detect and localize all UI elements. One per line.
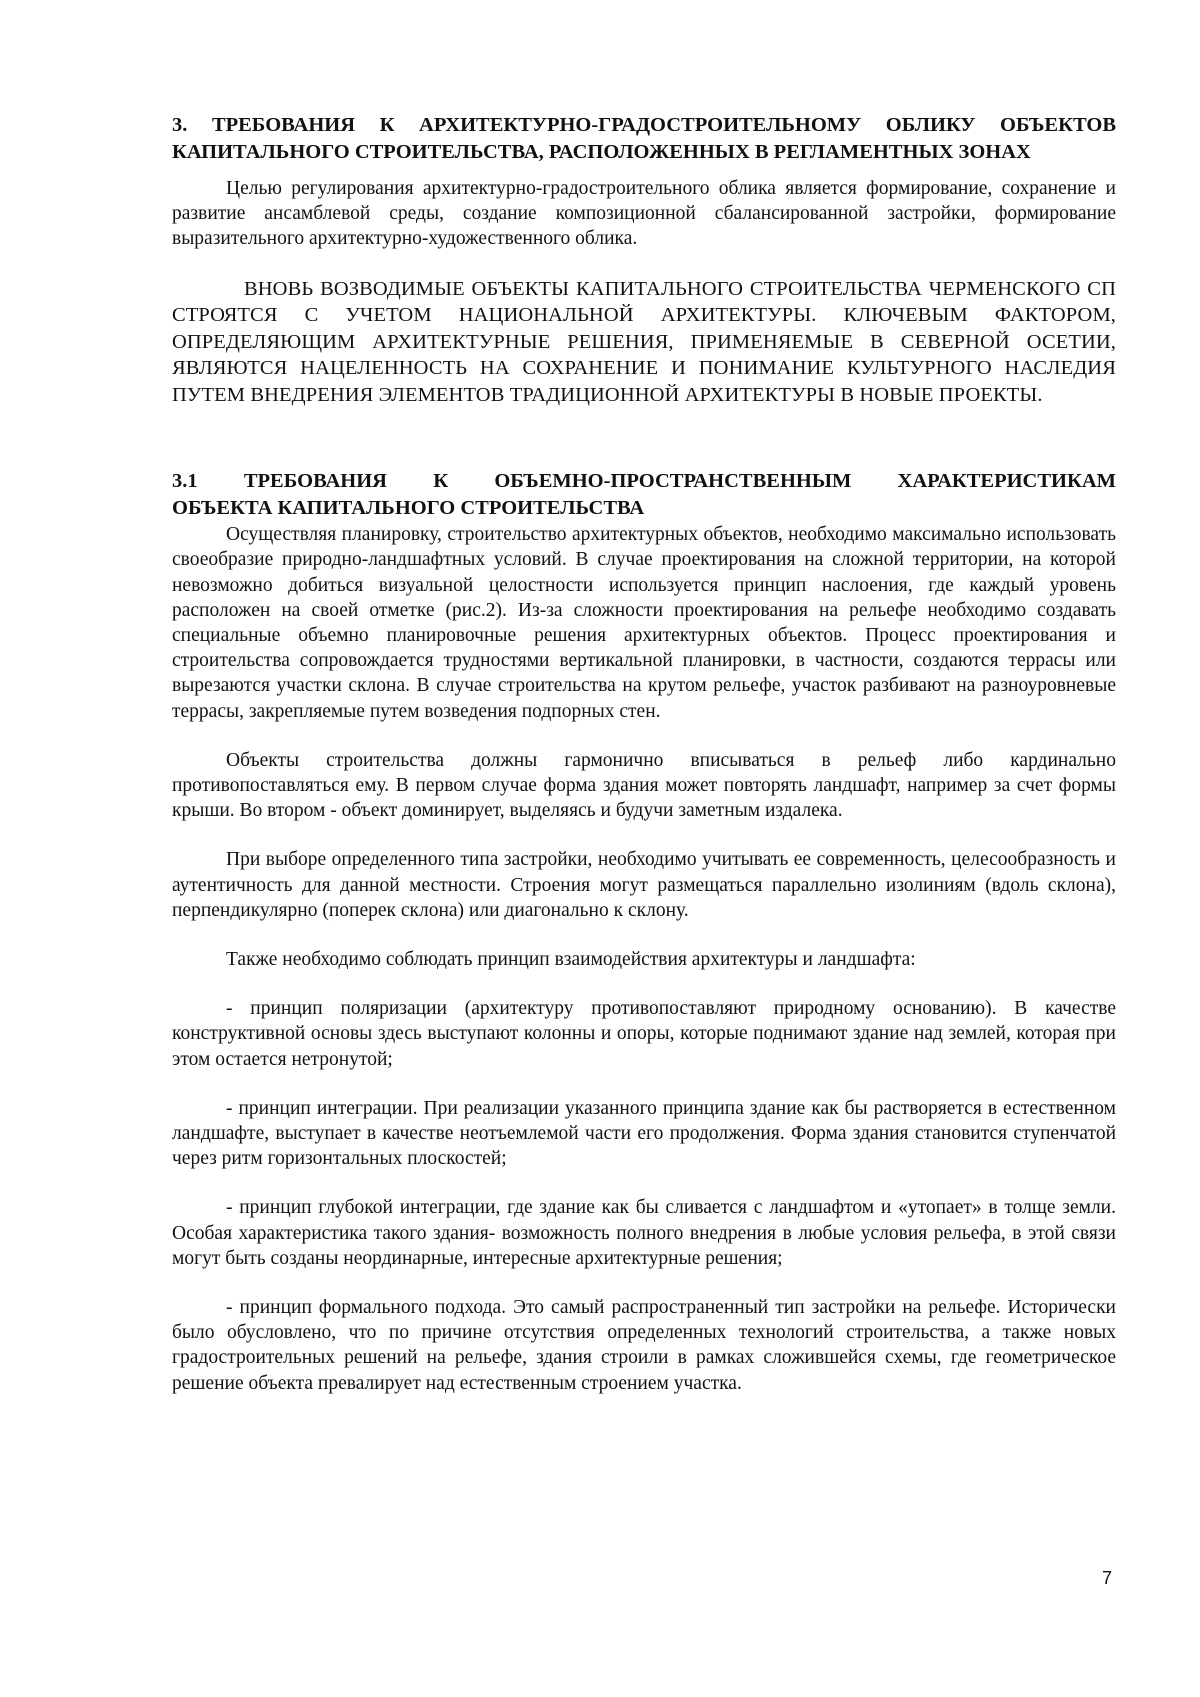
- list-item-polarization: - принцип поляризации (архитектуру противопоставляют природному основанию). В качестве конструктивной основы здесь выступают колонны и опоры, которые поднимают здание над землей, которая при этом остается нетронутой;: [172, 998, 1116, 1070]
- section-3-caps-paragraph: ВНОВЬ ВОЗВОДИМЫЕ ОБЪЕКТЫ КАПИТАЛЬНОГО СТРОИТЕЛЬСТВА ЧЕРМЕНСКОГО СП СТРОЯТСЯ С УЧЕТОМ НАЦИОНАЛЬНОЙ АРХИТЕКТУРЫ. КЛЮЧЕВЫМ ФАКТОРОМ, ОПРЕДЕЛЯЮЩИМ АРХИТЕКТУРНЫЕ РЕШЕНИЯ, ПРИМЕНЯЕМЫЕ В СЕВЕРНОЙ ОСЕТИИ, ЯВЛЯЮТСЯ НАЦЕЛЕННОСТЬ НА СОХРАНЕНИЕ И ПОНИМАНИЕ КУЛЬТУРНОГО НАСЛЕДИЯ ПУТЕМ ВНЕДРЕНИЯ ЭЛЕМЕНТОВ ТРАДИЦИОННОЙ АРХИТЕКТУРЫ В НОВЫЕ ПРОЕКТЫ.: [172, 277, 1116, 406]
- paragraph-relief-harmony: Объекты строительства должны гармонично вписываться в рельеф либо кардинально противопоставляться ему. В первом случае форма здания может повторять ландшафт, например за счет формы крыши. Во втором - объект доминирует, выделяясь и будучи заметным издалека.: [172, 749, 1116, 822]
- page-number: 7: [1102, 1568, 1113, 1588]
- section-3-1-title: [172, 468, 1116, 522]
- paragraph-principles-intro: Также необходимо соблюдать принцип взаимодействия архитектуры и ландшафта:: [226, 948, 916, 970]
- list-item-formal-approach: - принцип формального подхода. Это самый распространенный тип застройки на рельефе. Исторически было обусловлено, что по причине отсутствия определенных технологий строительства, а также новых градостроительных решений на рельефе, здания строили в рамках сложившейся схемы, где геометрическое решение объекта превалирует над естественным строением участка.: [172, 1296, 1116, 1394]
- section-3-title-line-1: 3. ТРЕБОВАНИЯ К АРХИТЕКТУРНО-ГРАДОСТРОИТЕЛЬНОМУ ОБЛИКУ ОБЪЕКТОВ: [172, 114, 1116, 136]
- section-3-title-line-2: КАПИТАЛЬНОГО СТРОИТЕЛЬСТВА, РАСПОЛОЖЕННЫХ В РЕГЛАМЕНТНЫХ ЗОНАХ: [172, 141, 1031, 163]
- document-page: [172, 112, 1116, 1396]
- section-3-1-title-line-1: 3.1 ТРЕБОВАНИЯ К ОБЪЕМНО-ПРОСТРАНСТВЕННЫМ ХАРАКТЕРИСТИКАМ: [172, 470, 1116, 493]
- paragraph-planning: Осуществляя планировку, строительство архитектурных объектов, необходимо максимально использовать своеобразие природно-ландшафтных условий. В случае проектирования на сложной территории, на которой невозможно добиться визуальной целостности используется принцип наслоения, где каждый уровень расположен на своей отметке (рис.2). Из-за сложности проектирования на рельефе необходимо создавать специальные объемно планировочные решения архитектурных объектов. Процесс проектирования и строительства сопровождается трудностями вертикальной планировки, в частности, создаются террасы или вырезаются участки склона. В случае строительства на крутом рельефе, участок разбивают на разноуровневые террасы, закрепляемые путем возведения подпорных стен.: [172, 524, 1116, 722]
- list-item-integration: - принцип интеграции. При реализации указанного принципа здание как бы растворяется в естественном ландшафте, выступает в качестве неотъемлемой части его продолжения. Форма здания становится ступенчатой через ритм горизонтальных плоскостей;: [172, 1097, 1116, 1170]
- section-3-title: [172, 112, 1116, 166]
- section-3-1-title-line-2: ОБЪЕКТА КАПИТАЛЬНОГО СТРОИТЕЛЬСТВА: [172, 497, 645, 520]
- paragraph-building-type: При выборе определенного типа застройки, необходимо учитывать ее современность, целесообразность и аутентичность для данной местности. Строения могут размещаться параллельно изолиниям (вдоль склона), перпендикулярно (поперек склона) или диагонально к склону.: [172, 849, 1116, 921]
- section-3-intro-paragraph: Целью регулирования архитектурно-градостроительного облика является формирование, сохранение и развитие ансамблевой среды, создание композиционной сбалансированной застройки, формирование выразительного архитектурно-художественного облика.: [172, 178, 1116, 250]
- list-item-deep-integration: - принцип глубокой интеграции, где здание как бы сливается с ландшафтом и «утопает» в толще земли. Особая характеристика такого здания- возможность полного внедрения в любые условия рельефа, в этой связи могут быть созданы неординарные, интересные архитектурные решения;: [172, 1197, 1116, 1269]
